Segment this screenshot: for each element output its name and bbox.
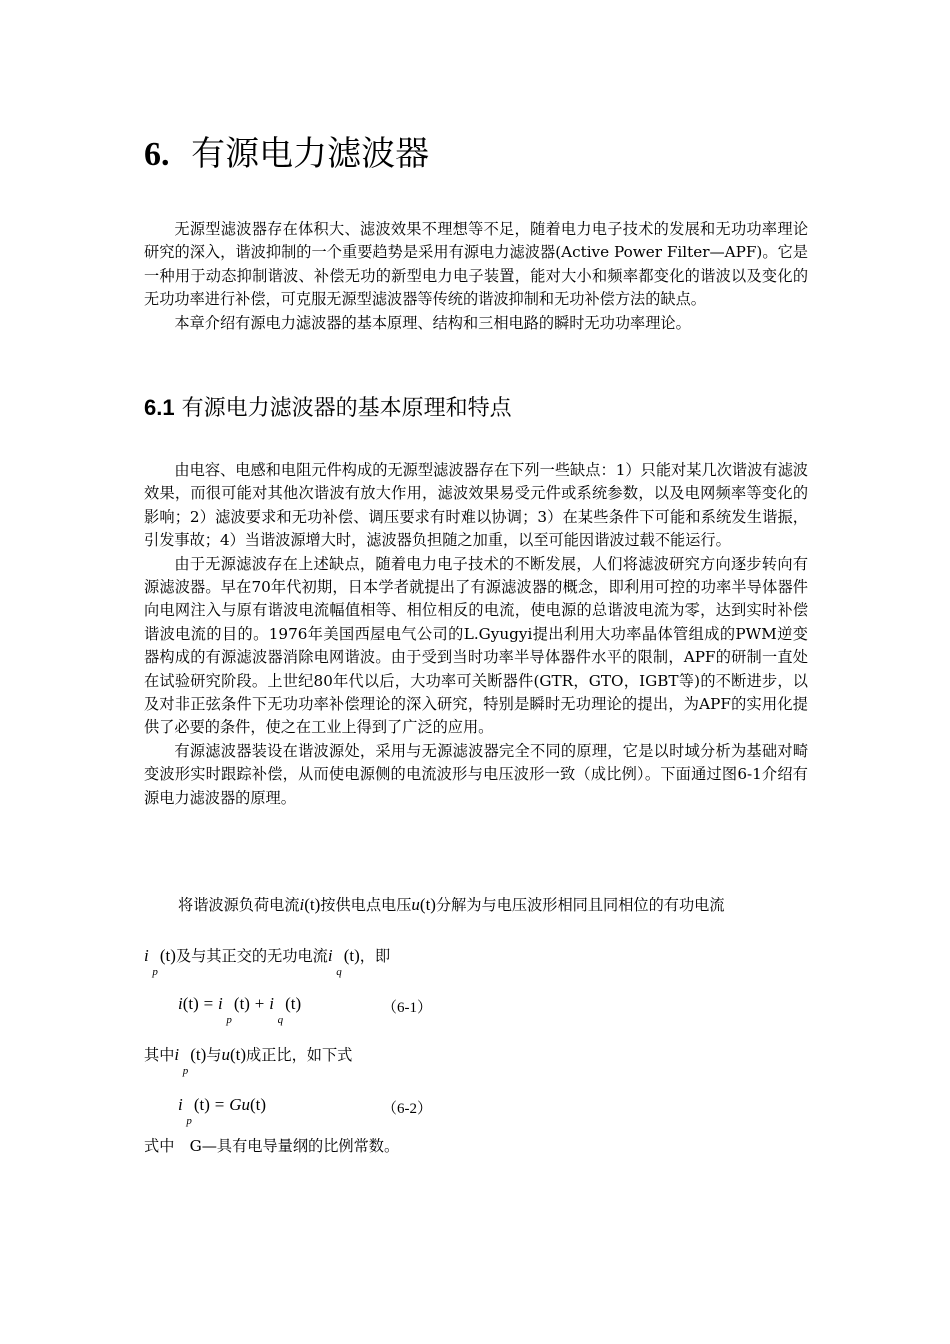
- math-arg: (t): [159, 946, 176, 965]
- math-subscript: q: [336, 966, 342, 978]
- math-equals: =: [214, 1095, 225, 1114]
- math-equals: =: [203, 994, 214, 1013]
- math-i: i: [144, 946, 149, 965]
- math-subscript: p: [226, 1014, 232, 1026]
- math-arg: (t): [343, 946, 360, 965]
- math-plus: +: [254, 994, 265, 1013]
- math-u: u: [411, 895, 420, 914]
- equation-number: （6-1）: [382, 1000, 432, 1016]
- equation-6-1: [178, 992, 302, 1026]
- section-heading: [144, 392, 512, 425]
- math-arg: (t): [182, 994, 199, 1013]
- reactive-current-sentence: [144, 944, 391, 978]
- sentence-text: 将谐波源负荷电流: [178, 896, 300, 914]
- math-u: u: [221, 1045, 230, 1064]
- math-arg: (t): [419, 895, 436, 914]
- sentence-text: ，即: [359, 947, 391, 965]
- math-i: i: [174, 1045, 180, 1064]
- math-subscript: p: [182, 1065, 189, 1077]
- symbol-definition: 式中 G—具有电导量纲的比例常数。: [144, 1137, 400, 1155]
- equation-number: （6-2）: [382, 1101, 432, 1117]
- math-arg: (t): [190, 1045, 207, 1064]
- math-arg: (t): [233, 994, 250, 1013]
- chapter-title-text: 有源电力滤波器: [191, 134, 430, 174]
- body-paragraph: 由于无源滤波存在上述缺点，随着电力电子技术的不断发展，人们将滤波研究方向逐步转向有源滤波器。早在70年代初期，日本学者就提出了有源滤波器的概念，即利用可控的功率半导体器件向电网注入与原有谐波电流幅值相等、相位相反的电流，使电源的总谐波电流为零，达到实时补偿谐波电流的目的。1976年美国西屋电气公司的L.Gyugyi提出利用大功率晶体管组成的PWM逆变器构成的有源滤波器消除电网谐波。由于受到当时功率半导体器件水平的限制，APF的研制一直处在试验研究阶段。上世纪80年代以后，大功率可关断器件(GTR，GTO，IGBT等)的不断进步，以及对非正弦条件下无功功率补偿理论的深入研究，特别是瞬时无功理论的提出，为APF的实用化提供了必要的条件，使之在工业上得到了广泛的应用。: [144, 554, 808, 737]
- math-i: i: [269, 994, 274, 1013]
- sentence-text: 及与其正交的无功电流: [175, 947, 328, 965]
- proportional-sentence: [144, 1043, 353, 1077]
- sentence-text: 其中: [144, 1046, 175, 1064]
- equation-6-2: [178, 1093, 267, 1127]
- section-title-text: 有源电力滤波器的基本原理和特点: [181, 396, 512, 421]
- math-arg: (t): [193, 1095, 210, 1114]
- math-arg: (t): [249, 1095, 267, 1114]
- body-paragraph: 由电容、电感和电阻元件构成的无源型滤波器存在下列一些缺点：1）只能对某几次谐波有滤波效果，而很可能对其他次谐波有放大作用，滤波效果易受元件或系统参数，以及电网频率等变化的影响；2）滤波要求和无功补偿、调压要求有时难以协调；3）在某些条件下可能和系统发生谐振，引发事故；4）当谐波源增大时，滤波器负担随之加重，以至可能因谐波过载不能运行。: [144, 461, 808, 550]
- sentence-text: 与: [206, 1046, 222, 1064]
- math-i: i: [218, 994, 223, 1013]
- math-gu: Gu: [229, 1095, 250, 1114]
- decomposition-sentence: [178, 893, 725, 917]
- sentence-text: 按供电点电压: [320, 896, 412, 914]
- math-subscript: q: [277, 1014, 284, 1026]
- math-arg: (t): [304, 895, 321, 914]
- chapter-title: [144, 132, 429, 177]
- sentence-text: 成正比，如下式: [246, 1046, 353, 1064]
- body-paragraph: 有源滤波器装设在谐波源处，采用与无源滤波器完全不同的原理，它是以时域分析为基础对畸变波形实时跟踪补偿，从而使电源侧的电流波形与电压波形一致（成比例）。下面通过图6-1介绍有源电力滤波器的原理。: [144, 741, 808, 807]
- intro-paragraphs: [144, 218, 808, 335]
- chapter-number-dot: .: [161, 136, 170, 173]
- math-i: i: [178, 1095, 183, 1114]
- body-paragraphs: [144, 459, 808, 810]
- intro-paragraph: 本章介绍有源电力滤波器的基本原理、结构和三相电路的瞬时无功功率理论。: [174, 313, 691, 332]
- math-subscript: p: [152, 966, 158, 978]
- section-number: 6.1: [144, 395, 175, 420]
- math-subscript: p: [186, 1115, 192, 1127]
- sentence-text: 分解为与电压波形相同且同相位的有功电流: [435, 896, 725, 914]
- math-i: i: [178, 994, 183, 1013]
- intro-paragraph: 无源型滤波器存在体积大、滤波效果不理想等不足，随着电力电子技术的发展和无功功率理论研究的深入，谐波抑制的一个重要趋势是采用有源电力滤波器(Active Power Filter—APF)。它是一种用于动态抑制谐波、补偿无功的新型电力电子装置，能对大小和频率都变化的谐波以及变化的无功功率进行补偿，可克服无源型滤波器等传统的谐波抑制和无功补偿方法的缺点。: [144, 220, 808, 309]
- chapter-number: 6: [144, 136, 161, 173]
- math-i: i: [327, 946, 333, 965]
- math-i: i: [299, 895, 305, 914]
- math-arg: (t): [285, 994, 302, 1013]
- math-arg: (t): [230, 1045, 247, 1064]
